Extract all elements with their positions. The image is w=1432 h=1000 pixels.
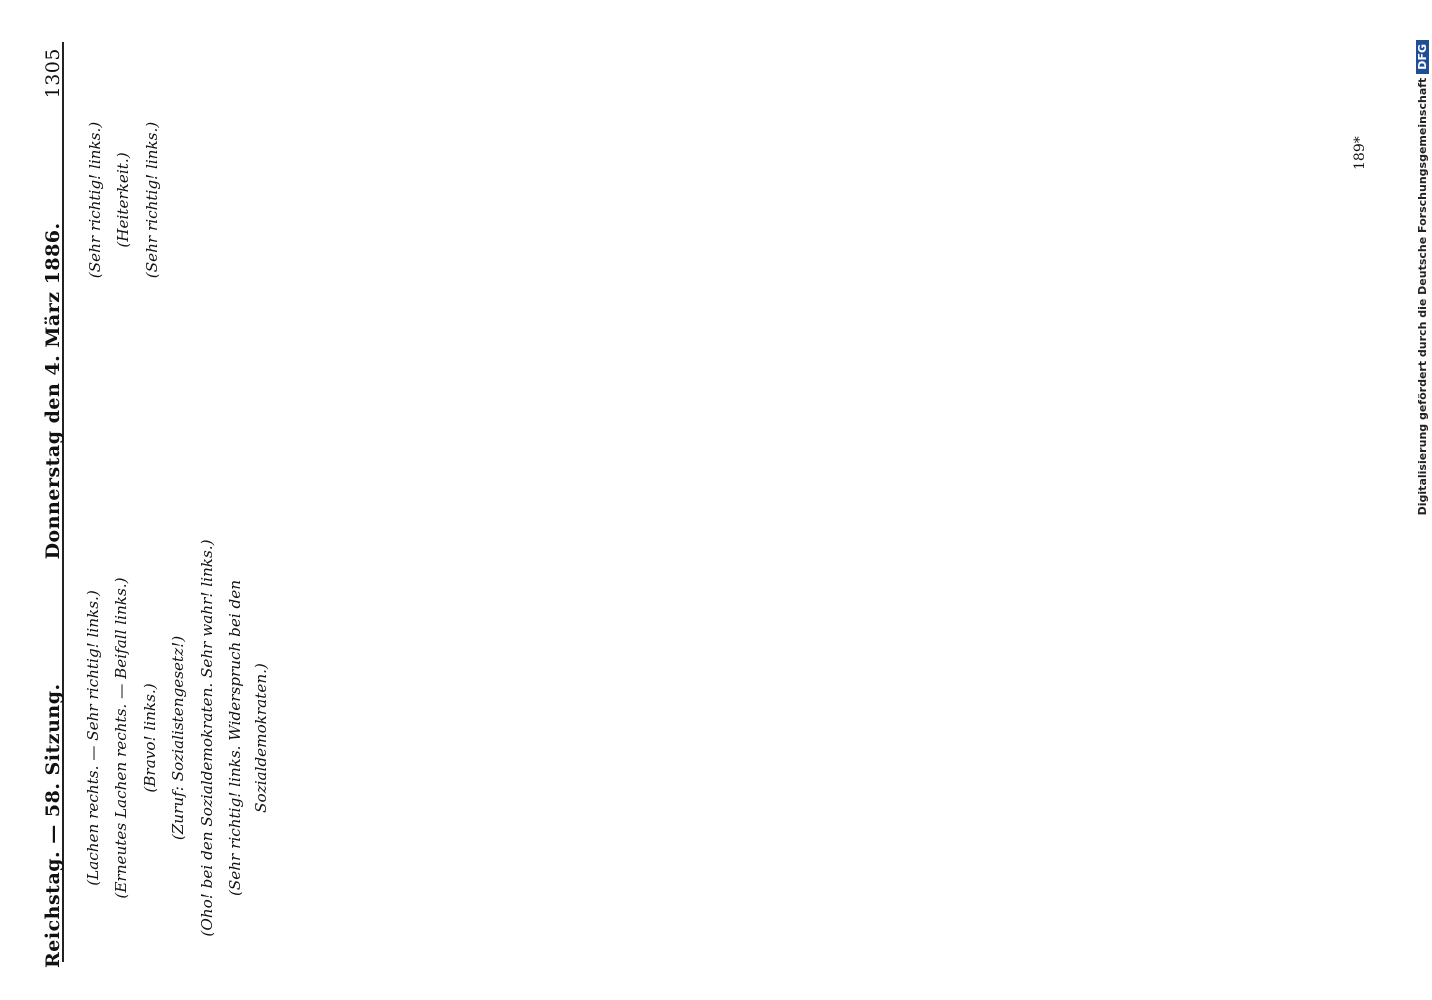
interjection: (Oho! bei den Sozialdemokraten. Sehr wahr! links.) bbox=[197, 539, 216, 937]
header-date: Donnerstag den 4. März 1886. bbox=[42, 222, 64, 560]
credit-text: Digitalisierung gefördert durch die Deutsche Forschungsgemeinschaft bbox=[1416, 77, 1429, 516]
right-column bbox=[80, 0, 490, 420]
dfg-logo: DFG bbox=[1416, 40, 1429, 74]
interjection: (Erneutes Lachen rechts. — Beifall links.) bbox=[112, 577, 131, 899]
signature-mark: 189* bbox=[1352, 136, 1368, 170]
interjection: (Sehr richtig! links.) bbox=[86, 121, 104, 279]
left-column bbox=[78, 518, 638, 958]
header-left: Reichstag. — 58. Sitzung. bbox=[42, 683, 64, 968]
interjection: (Bravo! links.) bbox=[140, 683, 159, 793]
interjection: (Heiterkeit.) bbox=[114, 152, 133, 248]
interjection: (Lachen rechts. — Sehr richtig! links.) bbox=[84, 590, 102, 886]
interjection: (Sehr richtig! links.) bbox=[142, 121, 161, 279]
running-header bbox=[36, 48, 64, 968]
interjection: (Sehr richtig! links. Widerspruch bei den Sozialdemokraten.) bbox=[226, 579, 271, 897]
digitization-credit bbox=[1416, 40, 1432, 960]
page-number: 1305 bbox=[42, 48, 64, 99]
interjection: (Zuruf: Sozialistengesetz!) bbox=[169, 635, 188, 841]
